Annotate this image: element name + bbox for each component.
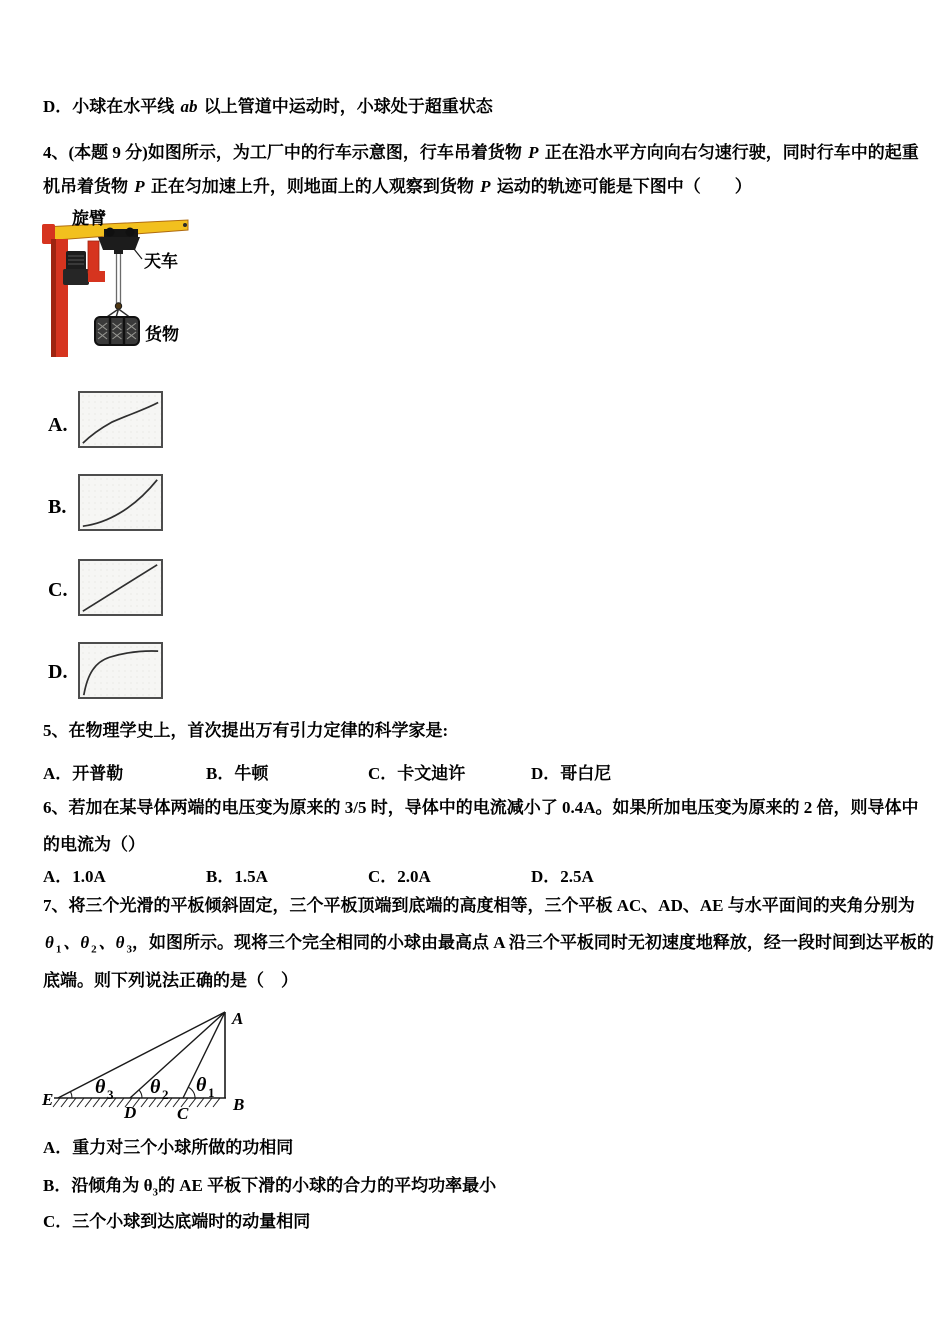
angle-label-theta3: θ: [95, 1076, 106, 1098]
q4-option-d-label: D.: [48, 661, 68, 683]
trolley-label: 天车: [144, 252, 178, 271]
crane-arm-label: 旋臂: [72, 209, 106, 228]
angle-label-theta2: θ: [150, 1076, 161, 1098]
point-label-D: D: [124, 1103, 137, 1121]
angle-arc-theta2: [139, 1090, 142, 1098]
q4-stem-line2: 机吊着货物 P 正在匀加速上升，则地面上的人观察到货物 P 运动的轨迹可能是下图中（ ）: [43, 177, 752, 196]
angle-label-theta3-sub: 3: [107, 1087, 114, 1102]
q6-option-d: D．2.5A: [531, 867, 594, 886]
q6-option-c: C．2.0A: [368, 867, 431, 886]
theta-symbol: θ: [45, 933, 54, 952]
q4-option-c-graph: [78, 559, 163, 616]
theta-symbol: 、θ: [98, 933, 125, 952]
q7-stem-line1: 7、将三个光滑的平板倾斜固定，三个平板顶端到底端的高度相等，三个平板 AC、AD、AE 与水平面间的夹角分别为: [43, 896, 915, 915]
crane-bracket-foot: [88, 271, 105, 282]
cargo-bundle: [95, 317, 139, 345]
angle-arc-theta1: [188, 1087, 195, 1098]
angle-label-theta1-sub: 1: [208, 1085, 215, 1100]
q4-option-d-graph: [78, 642, 163, 699]
point-label-B: B: [233, 1095, 245, 1114]
variable-P: P: [528, 143, 539, 162]
hoist-hook: [115, 303, 121, 309]
trolley-hook-mount: [114, 250, 123, 254]
q4-option-a-label: A.: [48, 414, 68, 436]
option-label: D．: [43, 97, 73, 116]
angle-label-theta2-sub: 2: [162, 1087, 169, 1102]
angle-label-theta1: θ: [196, 1074, 207, 1096]
q7-stem-line3: 底端。则下列说法正确的是（ ）: [43, 971, 298, 990]
cargo-label: 货物: [145, 325, 179, 344]
incline-diagram: [40, 1003, 265, 1121]
variable-ab: ab: [180, 97, 198, 116]
crane-post-shade: [51, 239, 56, 357]
q5-stem: 5、在物理学史上，首次提出万有引力定律的科学家是:: [43, 721, 449, 740]
q5-option-b: B．牛顿: [206, 764, 269, 783]
point-label-C: C: [177, 1104, 189, 1121]
trolley-body: [98, 237, 140, 250]
q6-stem-line2: 的电流为（）: [43, 835, 145, 854]
hoist-motor: [66, 251, 86, 271]
crane-beam-tip: [183, 223, 187, 227]
hoist-cable: [117, 254, 121, 303]
hoist-motor-base: [63, 269, 89, 285]
q7-option-b: B．沿倾角为 $\theta_3$的 AE 平板下滑的小球的合力的平均功率最小: [43, 1176, 497, 1199]
trolley-wheel-right: [126, 228, 135, 237]
trolley-wheel-left: [106, 228, 115, 237]
point-label-A: A: [232, 1009, 244, 1028]
theta-symbol: 、θ: [63, 933, 90, 952]
q4-option-b-label: B.: [48, 496, 67, 518]
prev-question-option-d: D．小球在水平线 ab 以上管道中运动时，小球处于超重状态: [43, 97, 493, 116]
q4-option-c-label: C.: [48, 579, 68, 601]
q5-option-a: A．开普勒: [43, 764, 124, 783]
q6-stem-line1: 6、若加在某导体两端的电压变为原来的 3/5 时，导体中的电流减小了 0.4A。如果所加电压变为原来的 2 倍，则导体中: [43, 798, 919, 817]
point-label-E: E: [42, 1090, 54, 1109]
trajectory-curve-a: [83, 402, 158, 443]
trajectory-curve-c: [83, 565, 157, 611]
q4-option-b-graph: [78, 474, 163, 531]
angle-arc-theta3: [71, 1092, 73, 1098]
q4-option-a-graph: [78, 391, 163, 448]
trolley-label-leader: [134, 249, 142, 259]
variable-P: P: [134, 177, 145, 196]
q5-option-d: D．哥白尼: [531, 764, 612, 783]
ground-hatching: [53, 1098, 220, 1107]
q6-option-a: A．1.0A: [43, 867, 106, 886]
q5-option-c: C．卡文迪许: [368, 764, 466, 783]
q7-stem-line2: θ $_1$ 、θ $_2$ 、θ $_3$，如图所示。现将三个完全相同的小球由最高点 A 沿三个平板同时无初速度地释放，经一段时间到达平板的: [45, 933, 934, 956]
trajectory-curve-d: [84, 651, 158, 695]
variable-P: P: [480, 177, 491, 196]
q7-option-c: C．三个小球到达底端时的动量相同: [43, 1212, 311, 1231]
crane-figure: [42, 205, 202, 363]
q6-option-b: B．1.5A: [206, 867, 268, 886]
q4-stem-line1: 4、(本题 9 分)如图所示，为工厂中的行车示意图，行车吊着货物 P 正在沿水平方向向右匀速行驶，同时行车中的起重: [43, 143, 919, 162]
q7-option-a: A．重力对三个小球所做的功相同: [43, 1138, 294, 1157]
crane-bracket: [88, 241, 99, 273]
trajectory-curve-b: [83, 480, 157, 526]
